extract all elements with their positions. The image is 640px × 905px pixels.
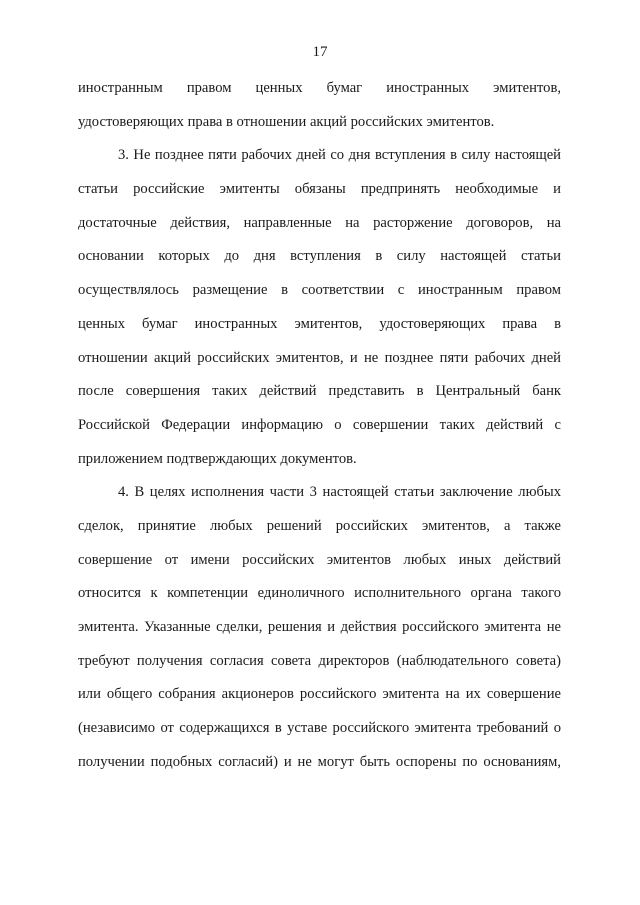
text-line: осуществлялось размещение в соответствии с иностранным правом — [78, 282, 561, 299]
text-line: иностранным правом ценных бумаг иностранных эмитентов, — [78, 80, 561, 96]
text-line: получении подобных согласий) и не могут быть оспорены по основаниям, — [78, 753, 561, 770]
text-line: ценных бумаг иностранных эмитентов, удостоверяющих права в — [78, 315, 561, 332]
text-line: приложением подтверждающих документов. — [78, 450, 357, 467]
text-line: отношении акций российских эмитентов, и не позднее пяти рабочих дней — [78, 349, 561, 366]
page-number: 17 — [312, 44, 328, 60]
body-text — [78, 75, 561, 782]
text-line: совершение от имени российских эмитентов любых иных действий — [78, 551, 561, 568]
text-line: достаточные действия, направленные на расторжение договоров, на — [78, 214, 561, 231]
text-line: требуют получения согласия совета директоров (наблюдательного совета) — [78, 652, 561, 669]
text-line: относится к компетенции единоличного исполнительного органа такого — [78, 585, 561, 602]
text-line: удостоверяющих права в отношении акций российских эмитентов. — [78, 113, 495, 130]
text-line: или общего собрания акционеров российского эмитента на их совершение — [78, 686, 561, 703]
text-line: эмитента. Указанные сделки, решения и действия российского эмитента не — [78, 619, 561, 635]
text-line: Российской Федерации информацию о совершении таких действий с — [78, 416, 561, 433]
text-line: сделок, принятие любых решений российских эмитентов, а также — [78, 517, 561, 534]
text-line: статьи российские эмитенты обязаны предпринять необходимые и — [78, 181, 561, 198]
text-line: (независимо от содержащихся в уставе российского эмитента требований о — [78, 720, 561, 737]
text-line: 4. В целях исполнения части 3 настоящей статьи заключение любых — [118, 484, 561, 501]
text-line: после совершения таких действий представить в Центральный банк — [78, 383, 561, 400]
text-line: основании которых до дня вступления в силу настоящей статьи — [78, 248, 561, 265]
text-line: 3. Не позднее пяти рабочих дней со дня вступления в силу настоящей — [118, 147, 561, 164]
